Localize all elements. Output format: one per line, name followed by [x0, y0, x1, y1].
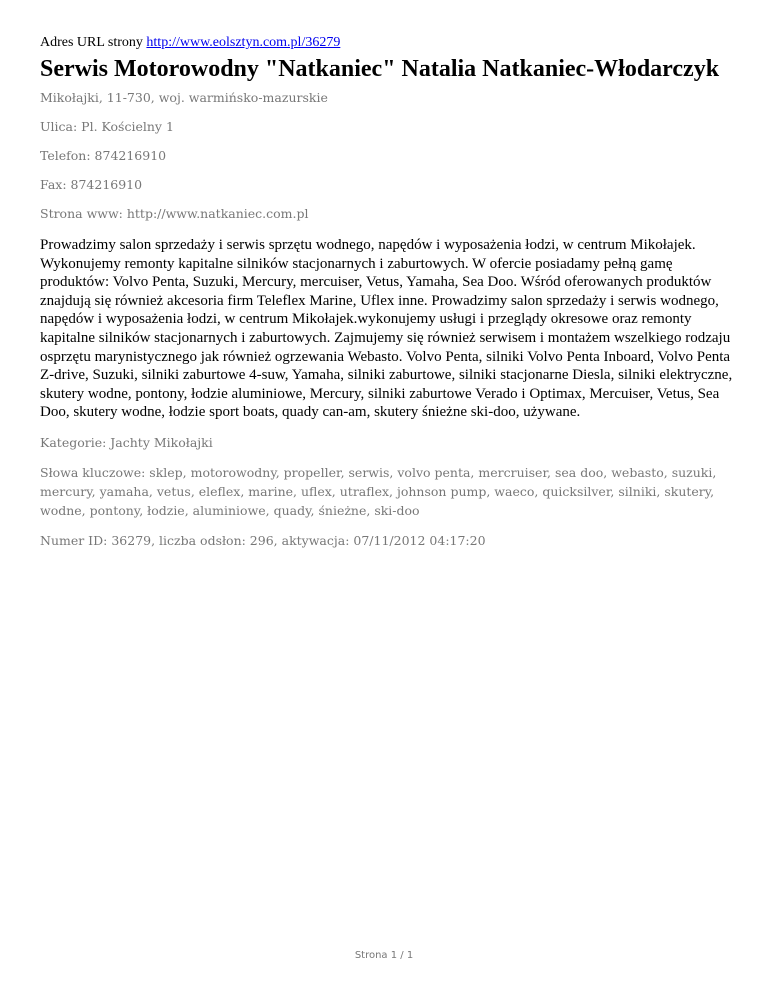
- page-url-link[interactable]: http://www.eolsztyn.com.pl/36279: [146, 35, 341, 50]
- categories-line: Kategorie: Jachty Mikołajki: [40, 434, 213, 450]
- phone-line: Telefon: 874216910: [40, 148, 167, 163]
- website-line: Strona www: http://www.natkaniec.com.pl: [40, 206, 309, 221]
- document-page: [40, 34, 740, 549]
- url-prefix: Adres URL strony: [40, 35, 143, 50]
- keywords-line: Słowa kluczowe: sklep, motorowodny, propeller, serwis, volvo penta, mercruiser, sea doo, webasto, suzuki, mercury, yamaha, vetus, eleflex, marine, uflex, utraflex, johnson pump, waeco, quicksilver, silniki, skutery, wodne, pontony, łodzie, aluminiowe, quady, śnieżne, ski-doo: [40, 464, 717, 518]
- description-text: Prowadzimy salon sprzedaży i serwis sprzętu wodnego, napędów i wyposażenia łodzi, w centrum Mikołajek. Wykonujemy remonty kapitalne silników stacjonarnych i zaburtowych. W ofercie posiadamy pełną gamę produktów: Volvo Penta, Suzuki, Mercury, mercuiser, Vetus, Yamaha, Sea Doo. Wśród oferowanych produktów znajdują się również akcesoria firm Teleflex Marine, Uflex inne. Prowadzimy salon sprzedaży i serwis wodnego, napędów i wyposażenia łodzi, w centrum Mikołajek.wykonujemy usługi i przeglądy okresowe oraz remonty kapitalne silników stacjonarnych i zaburtowych. Zajmujemy się również serwisem i montażem wszelkiego rodzaju osprzętu marynistycznego jak również ogrzewania Webasto. Volvo Penta, silniki Volvo Penta Inboard, Volvo Penta Z-drive, Suzuki, silniki zaburtowe 4-suw, Yamaha, silniki zaburtowe, silniki stacjonarne Diesla, silniki elektryczne, skutery wodne, pontony, łodzie aluminiowe, Mercury, silniki zaburtowe Verado i Optimax, Mercuiser, Vetus, Sea Doo, skutery wodne, łodzie sport boats, quady can-am, skutery śnieżne ski-doo, używane.: [40, 237, 733, 421]
- fax-line: Fax: 874216910: [40, 177, 143, 192]
- page-title: Serwis Motorowodny "Natkaniec" Natalia Natkaniec-Włodarczyk: [40, 56, 720, 82]
- record-info-line: Numer ID: 36279, liczba odsłon: 296, aktywacja: 07/11/2012 04:17:20: [40, 532, 486, 548]
- page-number-footer: Strona 1 / 1: [354, 950, 414, 961]
- street-line: Ulica: Pl. Kościelny 1: [40, 119, 174, 134]
- address-line: Mikołajki, 11-730, woj. warmińsko-mazurskie: [40, 90, 328, 105]
- url-line: [40, 34, 740, 52]
